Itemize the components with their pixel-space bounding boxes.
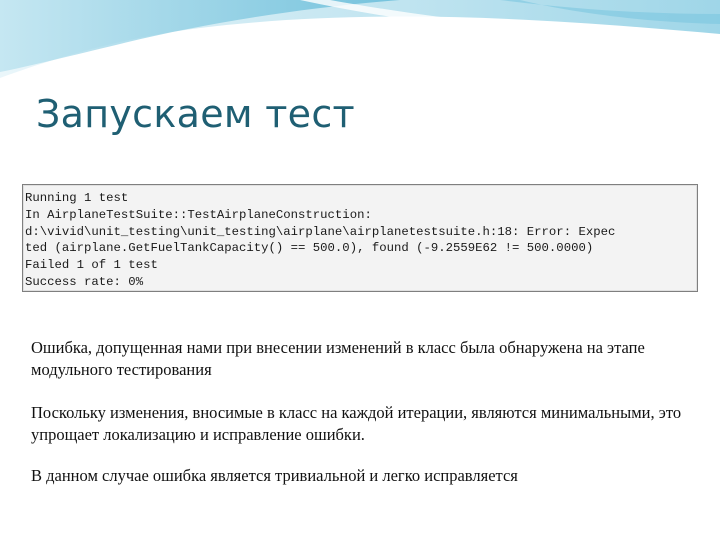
slide-title: Запускаем тест [36,92,355,136]
console-output-box [22,184,698,292]
console-line: Running 1 test [25,191,129,205]
console-line: d:\vivid\unit_testing\unit_testing\airplane\airplanetestsuite.h:18: Error: Expec [25,224,616,239]
paragraph-error-found: Ошибка, допущенная нами при внесении изменений в класс была обнаружена на этапе модульного тестирования [31,338,645,379]
console-line: Failed 1 of 1 test [25,258,158,273]
console-line: ted (airplane.GetFuelTankCapacity() == 500.0), found (-9.2559E62 != 500.0000) [25,241,594,256]
console-line: In AirplaneTestSuite::TestAirplaneConstruction: [25,207,372,222]
paragraph-minimal-changes: Поскольку изменения, вносимые в класс на каждой итерации, являются минимальными, это упрощает локализацию и исправление ошибки. [31,403,682,444]
header-swoosh-decoration [0,0,720,90]
console-line: Success rate: 0% [25,274,144,289]
paragraph-trivial-error: В данном случае ошибка является тривиальной и легко исправляется [31,466,518,485]
